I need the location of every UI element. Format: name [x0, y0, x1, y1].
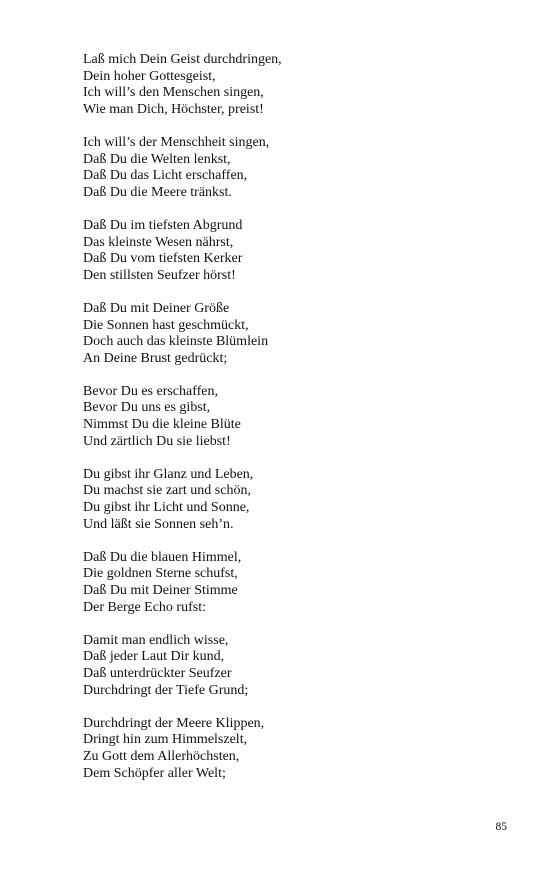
- poem-line: Daß Du mit Deiner Größe: [83, 300, 230, 316]
- stanza-3: [83, 218, 523, 284]
- poem-line: Bevor Du es erschaffen,: [83, 383, 219, 399]
- poem-line: Nimmst Du die kleine Blüte: [83, 417, 241, 433]
- poem-line: Daß Du die Welten lenkst,: [83, 151, 231, 167]
- poem-line: Du gibst ihr Glanz und Leben,: [83, 466, 254, 482]
- poem-line: Daß Du mit Deiner Stimme: [83, 583, 238, 598]
- poem-body: [83, 52, 523, 799]
- poem-line: Das kleinste Wesen nährst,: [83, 234, 234, 250]
- poem-line: Du gibst ihr Licht und Sonne,: [83, 500, 250, 516]
- poem-line: Den stillsten Seufzer hörst!: [83, 267, 236, 283]
- poem-line: Daß Du im tiefsten Abgrund: [83, 217, 243, 233]
- stanza-9: [83, 716, 523, 782]
- poem-line: Die Sonnen hast geschmückt,: [83, 317, 249, 333]
- poem-line: Du machst sie zart und schön,: [83, 483, 251, 499]
- poem-line: Und zärtlich Du sie liebst!: [83, 433, 231, 449]
- poem-line: Dein hoher Gottesgeist,: [83, 68, 216, 84]
- stanza-2: [83, 135, 523, 201]
- page-number: 85: [495, 821, 507, 833]
- poem-line: Daß Du vom tiefsten Kerker: [83, 251, 243, 267]
- poem-line: Ich will’s der Menschheit singen,: [83, 134, 270, 150]
- poem-line: Laß mich Dein Geist durchdringen,: [83, 52, 282, 67]
- poem-line: Daß jeder Laut Dir kund,: [83, 649, 225, 665]
- poem-line: Dringt hin zum Himmelszelt,: [83, 732, 248, 748]
- poem-line: Wie man Dich, Höchster, preist!: [83, 101, 264, 117]
- stanza-4: [83, 301, 523, 367]
- stanza-8: [83, 633, 523, 699]
- poem-line: Ich will’s den Menschen singen,: [83, 85, 264, 101]
- poem-line: Durchdringt der Tiefe Grund;: [83, 682, 249, 698]
- stanza-6: [83, 467, 523, 533]
- poem-line: Zu Gott dem Allerhöchsten,: [83, 748, 240, 764]
- poem-line: Daß Du die blauen Himmel,: [83, 549, 242, 565]
- stanza-7: [83, 550, 523, 616]
- stanza-5: [83, 384, 523, 450]
- poem-line: Bevor Du uns es gibst,: [83, 400, 211, 416]
- poem-line: Dem Schöpfer aller Welt;: [83, 765, 226, 781]
- poem-line: Daß Du das Licht erschaffen,: [83, 168, 248, 184]
- poem-line: Die goldnen Sterne schufst,: [83, 566, 238, 582]
- stanza-1: [83, 52, 523, 118]
- poem-line: Der Berge Echo rufst:: [83, 599, 206, 615]
- poem-line: Daß Du die Meere tränkst.: [83, 184, 232, 200]
- poem-line: Doch auch das kleinste Blümlein: [83, 334, 269, 350]
- poem-line: Durchdringt der Meere Klippen,: [83, 715, 265, 731]
- poem-line: Damit man endlich wisse,: [83, 632, 229, 648]
- poem-line: Daß unterdrückter Seufzer: [83, 665, 232, 681]
- poem-line: An Deine Brust gedrückt;: [83, 350, 228, 366]
- poem-line: Und läßt sie Sonnen seh’n.: [83, 516, 234, 532]
